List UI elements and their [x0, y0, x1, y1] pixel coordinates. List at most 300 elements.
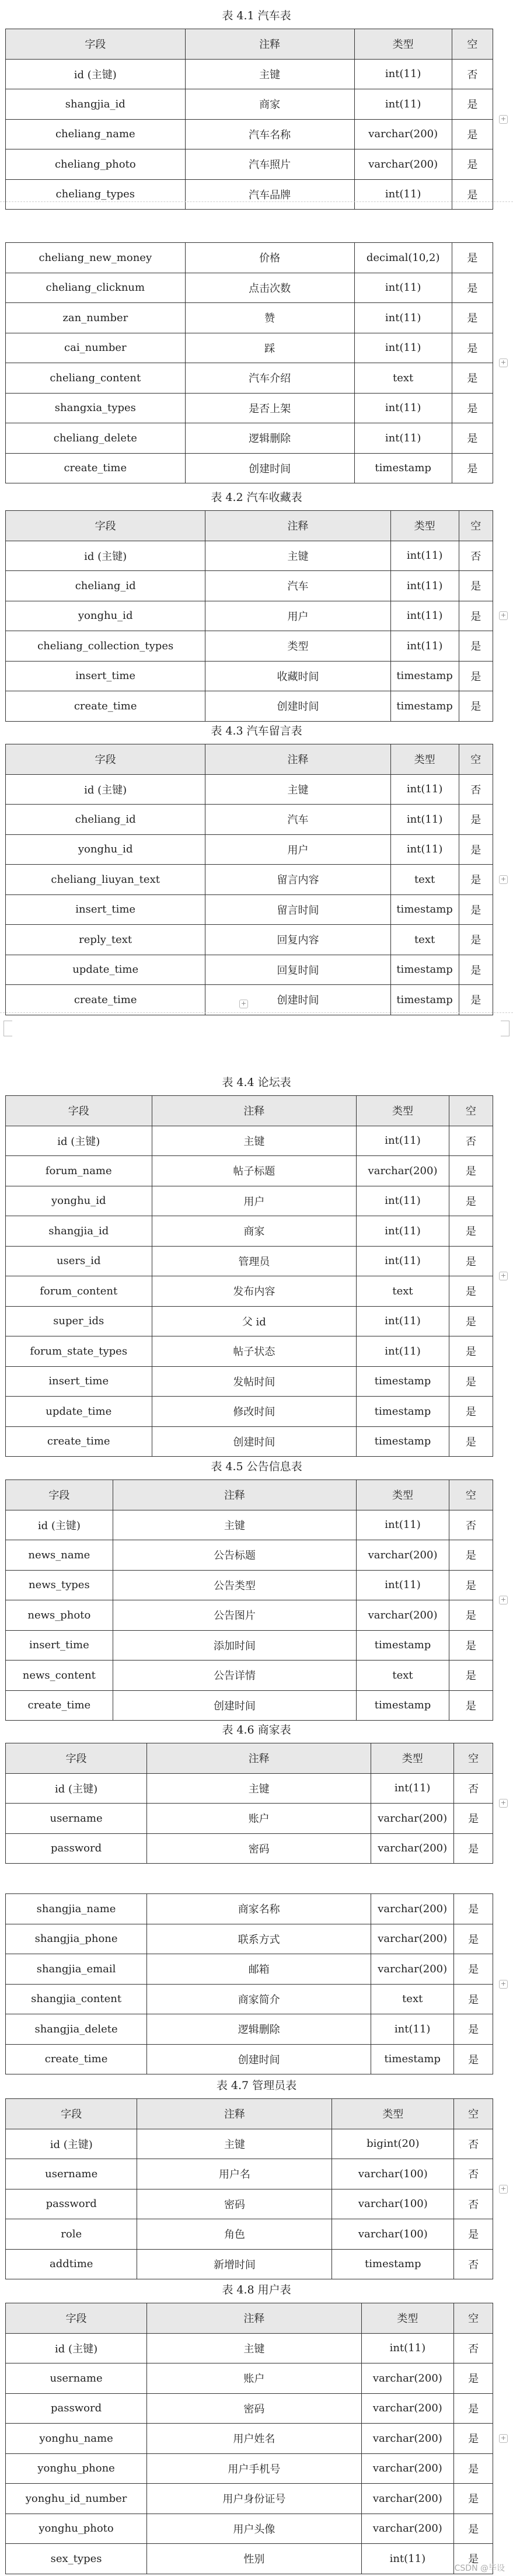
table-cell: 否 [454, 1773, 493, 1804]
table-cell: varchar(200) [361, 2514, 454, 2544]
table-cell: int(11) [354, 89, 452, 120]
table-cell: varchar(200) [357, 1600, 449, 1631]
table-cell: yonghu_id [6, 834, 205, 865]
table-cell: 账户 [147, 1804, 371, 1834]
schema-table [5, 2303, 493, 2574]
table-cell: shangjia_phone [6, 1924, 147, 1954]
table-row [6, 2393, 493, 2424]
table-cell: 是 [452, 393, 493, 423]
table-cell: cheliang_photo [6, 149, 186, 180]
table-cell: 点击次数 [185, 273, 354, 303]
table-cell: text [390, 925, 459, 955]
table-row [6, 149, 493, 180]
table-row [6, 363, 493, 394]
table-cell: sex_types [6, 2544, 147, 2574]
add-column-handle[interactable]: + [499, 1980, 508, 1989]
table-cell: 是 [454, 1954, 493, 1985]
table-cell: cai_number [6, 333, 186, 363]
table-cell: varchar(200) [371, 1804, 454, 1834]
column-header: 注释 [185, 29, 354, 60]
table-cell: cheliang_name [6, 119, 186, 149]
table-cell: news_content [6, 1661, 113, 1691]
page-corner-mark [4, 1021, 12, 1029]
add-column-handle[interactable]: + [499, 358, 508, 367]
table-cell: 是 [452, 303, 493, 333]
table-cell: 是否上架 [185, 393, 354, 423]
table-cell: 汽车介绍 [185, 363, 354, 394]
table-cell: 赞 [185, 303, 354, 333]
table-cell: insert_time [6, 1630, 113, 1661]
add-column-handle[interactable]: + [499, 875, 508, 884]
table-row [6, 273, 493, 303]
table-cell: 是 [449, 1366, 493, 1397]
table-cell: int(11) [357, 1336, 449, 1367]
table-cell: role [6, 2219, 137, 2250]
table-row [6, 691, 493, 722]
table-cell: users_id [6, 1246, 152, 1276]
add-row-handle[interactable]: + [239, 1000, 248, 1008]
table-row [6, 1630, 493, 1661]
table-row [6, 1984, 493, 2014]
table-cell: 是 [454, 2219, 493, 2250]
table-cell: 否 [454, 2333, 493, 2363]
table-row [6, 1306, 493, 1336]
table-cell: timestamp [371, 2044, 454, 2074]
schema-table [5, 744, 493, 1015]
table-cell: 是 [454, 1984, 493, 2014]
table-cell: timestamp [390, 661, 459, 691]
table-cell: 修改时间 [152, 1397, 357, 1427]
table-cell: username [6, 2159, 137, 2189]
table-row [6, 1690, 493, 1721]
table-cell: 是 [459, 691, 493, 722]
column-header: 字段 [6, 1743, 147, 1774]
table-row [6, 2453, 493, 2484]
table-cell: 是 [459, 631, 493, 662]
table-cell: 否 [459, 774, 493, 805]
table-cell: timestamp [390, 894, 459, 925]
table-caption: 表 4.2 汽车收藏表 [211, 491, 302, 504]
table-cell: 发帖时间 [152, 1366, 357, 1397]
table-cell: shangjia_content [6, 1984, 147, 2014]
table-cell: addtime [6, 2249, 137, 2279]
table-cell: varchar(200) [361, 2484, 454, 2514]
table-cell: 管理员 [152, 1246, 357, 1276]
table-cell: 主键 [137, 2129, 332, 2159]
table-cell: 否 [454, 2159, 493, 2189]
column-header: 类型 [357, 1480, 449, 1510]
table-cell: int(11) [361, 2544, 454, 2574]
table-cell: 汽车 [205, 571, 390, 601]
schema-table [5, 510, 493, 722]
table-row [6, 834, 493, 865]
table-cell: 是 [459, 985, 493, 1015]
table-row [6, 2484, 493, 2514]
table-cell: 否 [449, 1510, 493, 1540]
table-cell: 否 [454, 2189, 493, 2219]
table-cell: 是 [452, 333, 493, 363]
table-cell: 是 [449, 1426, 493, 1457]
table-cell: news_photo [6, 1600, 113, 1631]
table-cell: 创建时间 [147, 2044, 371, 2074]
table-row [6, 2514, 493, 2544]
table-cell: 是 [459, 571, 493, 601]
table-cell: 是 [449, 1630, 493, 1661]
column-header: 注释 [205, 744, 390, 775]
table-caption: 表 4.8 用户表 [222, 2283, 291, 2296]
table-row [6, 1276, 493, 1307]
table-cell: 性别 [147, 2544, 361, 2574]
table-cell: 账户 [147, 2363, 361, 2394]
table-cell: 是 [449, 1336, 493, 1367]
table-cell: create_time [6, 985, 205, 1015]
table-cell: yonghu_photo [6, 2514, 147, 2544]
table-cell: 是 [452, 453, 493, 483]
page-break [0, 1012, 513, 1013]
add-column-handle[interactable]: + [499, 115, 508, 124]
column-header: 字段 [6, 29, 186, 60]
table-cell: varchar(200) [361, 2453, 454, 2484]
table-cell: 汽车照片 [185, 149, 354, 180]
table-cell: 是 [454, 2393, 493, 2424]
column-header: 注释 [147, 2303, 361, 2334]
table-cell: create_time [6, 2044, 147, 2074]
table-cell: 主键 [113, 1510, 357, 1540]
add-column-handle[interactable]: + [499, 1596, 508, 1604]
table-cell: varchar(200) [371, 1833, 454, 1864]
table-row [6, 89, 493, 120]
table-cell: 添加时间 [113, 1630, 357, 1661]
table-cell: cheliang_liuyan_text [6, 865, 205, 895]
table-row [6, 1570, 493, 1600]
table-row [6, 541, 493, 571]
column-header: 空 [459, 511, 493, 541]
table-row [6, 1954, 493, 1985]
header-row [6, 2099, 493, 2129]
table-cell: 是 [454, 1894, 493, 1924]
table-row [6, 2363, 493, 2394]
table-cell: 逻辑删除 [185, 423, 354, 454]
column-header: 字段 [6, 2303, 147, 2334]
table-cell: 公告类型 [113, 1570, 357, 1600]
table-row [6, 2219, 493, 2250]
table-row [6, 1186, 493, 1216]
table-cell: 是 [454, 2044, 493, 2074]
table-cell: id (主键) [6, 1126, 152, 1156]
table-cell: create_time [6, 1690, 113, 1721]
table-cell: 帖子标题 [152, 1156, 357, 1186]
table-cell: 商家 [152, 1216, 357, 1247]
column-header: 类型 [361, 2303, 454, 2334]
table-cell: 否 [459, 541, 493, 571]
table-row [6, 1510, 493, 1540]
table-cell: int(11) [361, 2333, 454, 2363]
table-cell: cheliang_new_money [6, 243, 186, 273]
table-cell: 留言内容 [205, 865, 390, 895]
table-cell: update_time [6, 955, 205, 985]
table-cell: int(11) [357, 1306, 449, 1336]
table-cell: timestamp [390, 955, 459, 985]
column-header: 类型 [390, 744, 459, 775]
table-cell: 是 [454, 2424, 493, 2454]
table-cell: varchar(200) [357, 1540, 449, 1571]
table-row [6, 601, 493, 631]
table-cell: int(11) [390, 631, 459, 662]
table-cell: 角色 [137, 2219, 332, 2250]
table-cell: 否 [454, 2249, 493, 2279]
table-cell: 是 [459, 925, 493, 955]
table-cell: 否 [452, 59, 493, 89]
table-row [6, 1156, 493, 1186]
table-cell: 邮箱 [147, 1954, 371, 1985]
table-cell: 商家 [185, 89, 354, 120]
table-cell: 密码 [147, 2393, 361, 2424]
table-caption: 表 4.3 汽车留言表 [211, 725, 302, 737]
table-row [6, 179, 493, 210]
column-header: 空 [449, 1480, 493, 1510]
header-row [6, 744, 493, 775]
table-cell: varchar(200) [357, 1156, 449, 1186]
table-cell: timestamp [354, 453, 452, 483]
column-header: 字段 [6, 511, 205, 541]
table-cell: 是 [454, 2484, 493, 2514]
table-cell: int(11) [390, 601, 459, 631]
column-header: 类型 [357, 1096, 449, 1126]
table-cell: int(11) [390, 805, 459, 835]
table-row [6, 925, 493, 955]
table-cell: 发布内容 [152, 1276, 357, 1307]
table-cell: int(11) [354, 179, 452, 210]
table-row [6, 571, 493, 601]
table-cell: 踩 [185, 333, 354, 363]
table-row [6, 1426, 493, 1457]
column-header: 字段 [6, 2099, 137, 2129]
table-cell: 创建时间 [205, 691, 390, 722]
table-cell: 密码 [147, 1833, 371, 1864]
table-cell: cheliang_id [6, 571, 205, 601]
table-caption: 表 4.4 论坛表 [222, 1076, 291, 1089]
table-cell: 新增时间 [137, 2249, 332, 2279]
table-cell: 是 [449, 1246, 493, 1276]
table-row [6, 1600, 493, 1631]
table-cell: 主键 [147, 1773, 371, 1804]
table-cell: yonghu_id [6, 1186, 152, 1216]
table-row [6, 243, 493, 273]
column-header: 注释 [113, 1480, 357, 1510]
table-cell: timestamp [390, 691, 459, 722]
table-cell: shangxia_types [6, 393, 186, 423]
table-cell: 回复时间 [205, 955, 390, 985]
add-column-handle[interactable]: + [499, 611, 508, 620]
table-cell: int(11) [354, 333, 452, 363]
table-row [6, 2044, 493, 2074]
add-column-handle[interactable]: + [499, 1799, 508, 1808]
table-cell: 是 [452, 149, 493, 180]
table-cell: 是 [452, 179, 493, 210]
table-cell: 商家名称 [147, 1894, 371, 1924]
table-cell: 用户姓名 [147, 2424, 361, 2454]
column-header: 注释 [147, 1743, 371, 1774]
table-cell: forum_content [6, 1276, 152, 1307]
table-cell: text [357, 1661, 449, 1691]
table-cell: 创建时间 [185, 453, 354, 483]
table-cell: id (主键) [6, 2333, 147, 2363]
table-cell: 用户 [205, 601, 390, 631]
table-cell: insert_time [6, 1366, 152, 1397]
table-cell: varchar(200) [354, 119, 452, 149]
table-cell: 帖子状态 [152, 1336, 357, 1367]
add-column-handle[interactable]: + [499, 2434, 508, 2443]
table-cell: 是 [454, 1804, 493, 1834]
table-row [6, 2333, 493, 2363]
table-caption: 表 4.1 汽车表 [222, 9, 291, 22]
table-cell: int(11) [371, 1773, 454, 1804]
table-caption: 表 4.5 公告信息表 [211, 1460, 302, 1473]
table-row [6, 1540, 493, 1571]
table-cell: insert_time [6, 661, 205, 691]
table-cell: 主键 [147, 2333, 361, 2363]
table-cell: varchar(200) [371, 1954, 454, 1985]
table-row [6, 631, 493, 662]
table-cell: id (主键) [6, 1773, 147, 1804]
table-cell: 主键 [205, 541, 390, 571]
column-header: 空 [454, 2303, 493, 2334]
column-header: 空 [454, 2099, 493, 2129]
header-row [6, 511, 493, 541]
table-cell: username [6, 1804, 147, 1834]
table-row [6, 1246, 493, 1276]
table-cell: 创建时间 [152, 1426, 357, 1457]
table-row [6, 1126, 493, 1156]
table-cell: 收藏时间 [205, 661, 390, 691]
column-header: 空 [459, 744, 493, 775]
table-cell: cheliang_collection_types [6, 631, 205, 662]
table-cell: varchar(200) [361, 2363, 454, 2394]
table-cell: 父 id [152, 1306, 357, 1336]
table-cell: username [6, 2363, 147, 2394]
table-cell: int(11) [390, 571, 459, 601]
table-cell: yonghu_name [6, 2424, 147, 2454]
table-cell: 是 [452, 363, 493, 394]
table-cell: zan_number [6, 303, 186, 333]
table-cell: 是 [454, 2514, 493, 2544]
table-cell: 是 [449, 1216, 493, 1247]
table-cell: 联系方式 [147, 1924, 371, 1954]
table-cell: 汽车品牌 [185, 179, 354, 210]
table-cell: int(11) [354, 59, 452, 89]
table-cell: 汽车名称 [185, 119, 354, 149]
table-cell: varchar(200) [354, 149, 452, 180]
table-cell: int(11) [390, 774, 459, 805]
column-header: 类型 [371, 1743, 454, 1774]
table-row [6, 1773, 493, 1804]
table-cell: int(11) [354, 423, 452, 454]
table-cell: yonghu_phone [6, 2453, 147, 2484]
table-cell: 用户手机号 [147, 2453, 361, 2484]
table-row [6, 2129, 493, 2159]
schema-table [5, 1743, 493, 1864]
table-cell: 是 [449, 1276, 493, 1307]
table-cell: cheliang_clicknum [6, 273, 186, 303]
table-cell: forum_name [6, 1156, 152, 1186]
schema-table [5, 242, 493, 483]
schema-table [5, 2098, 493, 2279]
table-cell: int(11) [357, 1186, 449, 1216]
table-cell: 是 [449, 1600, 493, 1631]
schema-table [5, 1095, 493, 1457]
table-cell: 主键 [205, 774, 390, 805]
table-caption: 表 4.7 管理员表 [216, 2079, 297, 2092]
table-cell: 公告标题 [113, 1540, 357, 1571]
table-cell: news_name [6, 1540, 113, 1571]
header-row [6, 1096, 493, 1126]
table-cell: 是 [454, 2014, 493, 2045]
table-cell: 回复内容 [205, 925, 390, 955]
table-cell: 是 [459, 894, 493, 925]
table-cell: 是 [449, 1186, 493, 1216]
table-row [6, 985, 493, 1015]
table-cell: timestamp [357, 1366, 449, 1397]
table-cell: password [6, 2393, 147, 2424]
table-row [6, 1366, 493, 1397]
add-column-handle[interactable]: + [499, 2185, 508, 2194]
table-row [6, 2159, 493, 2189]
table-cell: timestamp [357, 1630, 449, 1661]
column-header: 空 [452, 29, 493, 60]
table-cell: int(11) [354, 303, 452, 333]
table-row [6, 333, 493, 363]
table-cell: varchar(200) [361, 2393, 454, 2424]
table-row [6, 1216, 493, 1247]
column-header: 类型 [390, 511, 459, 541]
table-row [6, 453, 493, 483]
table-cell: 是 [454, 1924, 493, 1954]
table-cell: update_time [6, 1397, 152, 1427]
table-row [6, 1336, 493, 1367]
table-cell: 主键 [152, 1126, 357, 1156]
table-cell: 否 [454, 2129, 493, 2159]
table-row [6, 2189, 493, 2219]
table-cell: varchar(100) [332, 2159, 454, 2189]
table-cell: varchar(200) [371, 1894, 454, 1924]
table-cell: timestamp [390, 985, 459, 1015]
table-cell: text [354, 363, 452, 394]
header-row [6, 2303, 493, 2334]
schema-table [5, 1480, 493, 1721]
table-cell: cheliang_delete [6, 423, 186, 454]
table-cell: cheliang_id [6, 805, 205, 835]
table-row [6, 894, 493, 925]
table-row [6, 2544, 493, 2574]
table-cell: 汽车 [205, 805, 390, 835]
table-cell: yonghu_id_number [6, 2484, 147, 2514]
table-row [6, 1661, 493, 1691]
header-row [6, 29, 493, 60]
table-cell: int(11) [357, 1510, 449, 1540]
add-column-handle[interactable]: + [499, 1272, 508, 1280]
table-row [6, 59, 493, 89]
table-cell: 是 [452, 89, 493, 120]
table-row [6, 774, 493, 805]
table-row [6, 955, 493, 985]
table-cell: 商家简介 [147, 1984, 371, 2014]
table-cell: int(11) [357, 1570, 449, 1600]
table-cell: timestamp [357, 1426, 449, 1457]
table-row [6, 865, 493, 895]
column-header: 空 [449, 1096, 493, 1126]
table-cell: insert_time [6, 894, 205, 925]
column-header: 空 [454, 1743, 493, 1774]
